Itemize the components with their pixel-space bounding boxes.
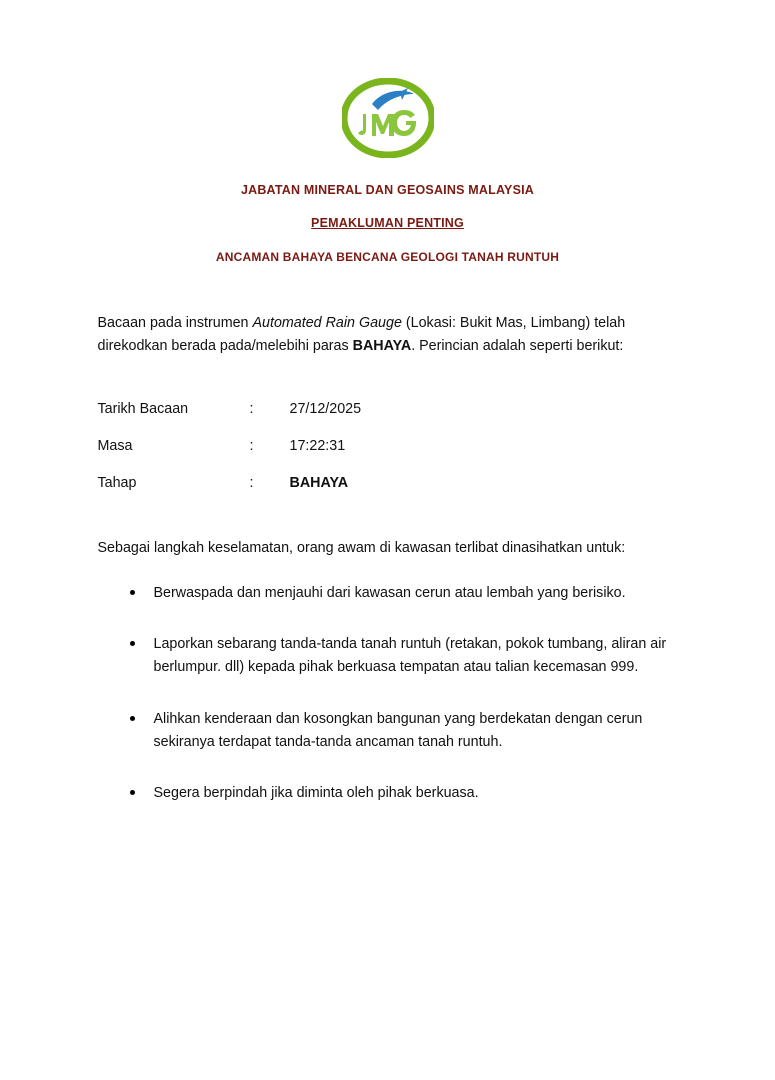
document-body <box>93 312 683 805</box>
list-item: Laporkan sebarang tanda-tanda tanah runtuh (retakan, pokok tumbang, aliran air berlumpur. dll) kepada pihak berkuasa tempatan atau talian kecemasan 999. <box>146 633 683 679</box>
intro-part1: Bacaan pada instrumen <box>97 315 253 331</box>
intro-part2: (Lokasi: Bukit Mas, Limbang) telah direkodkan berada pada/melebihi paras <box>97 315 626 354</box>
reading-details-table <box>98 401 362 512</box>
list-item: Alihkan kenderaan dan kosongkan bangunan yang berdekatan dengan cerun sekiranya terdapat tanda-tanda ancaman tanah runtuh. <box>146 708 683 754</box>
table-row <box>98 438 362 475</box>
danger-level-inline: BAHAYA <box>352 337 412 354</box>
intro-part3: . Perincian adalah seperti berikut: <box>411 337 624 354</box>
logo-container <box>0 0 775 158</box>
value-tahap: BAHAYA <box>289 475 349 492</box>
colon-1: : <box>249 437 254 454</box>
value-tarikh-bacaan: 27/12/2025 <box>289 400 362 417</box>
notice-title: PEMAKLUMAN PENTING <box>311 216 464 230</box>
label-masa: Masa <box>97 437 133 454</box>
colon-0: : <box>249 400 254 417</box>
label-tahap: Tahap <box>97 475 137 492</box>
list-item: Berwaspada dan menjauhi dari kawasan cerun atau lembah yang berisiko. <box>146 582 683 605</box>
intro-paragraph <box>98 312 683 358</box>
jmg-logo-icon <box>342 78 434 158</box>
subject-title: ANCAMAN BAHAYA BENCANA GEOLOGI TANAH RUNTUH <box>215 250 560 264</box>
value-masa: 17:22:31 <box>289 437 346 454</box>
colon-2: : <box>249 475 254 492</box>
list-item: Segera berpindah jika diminta oleh pihak berkuasa. <box>146 782 683 805</box>
instrument-name: Automated Rain Gauge <box>252 315 402 331</box>
table-row <box>98 475 362 512</box>
safety-measures-list <box>98 582 683 805</box>
department-title: JABATAN MINERAL DAN GEOSAINS MALAYSIA <box>240 183 535 197</box>
table-row <box>98 401 362 438</box>
safety-intro-text: Sebagai langkah keselamatan, orang awam di kawasan terlibat dinasihatkan untuk: <box>97 540 626 557</box>
label-tarikh-bacaan: Tarikh Bacaan <box>97 400 189 417</box>
